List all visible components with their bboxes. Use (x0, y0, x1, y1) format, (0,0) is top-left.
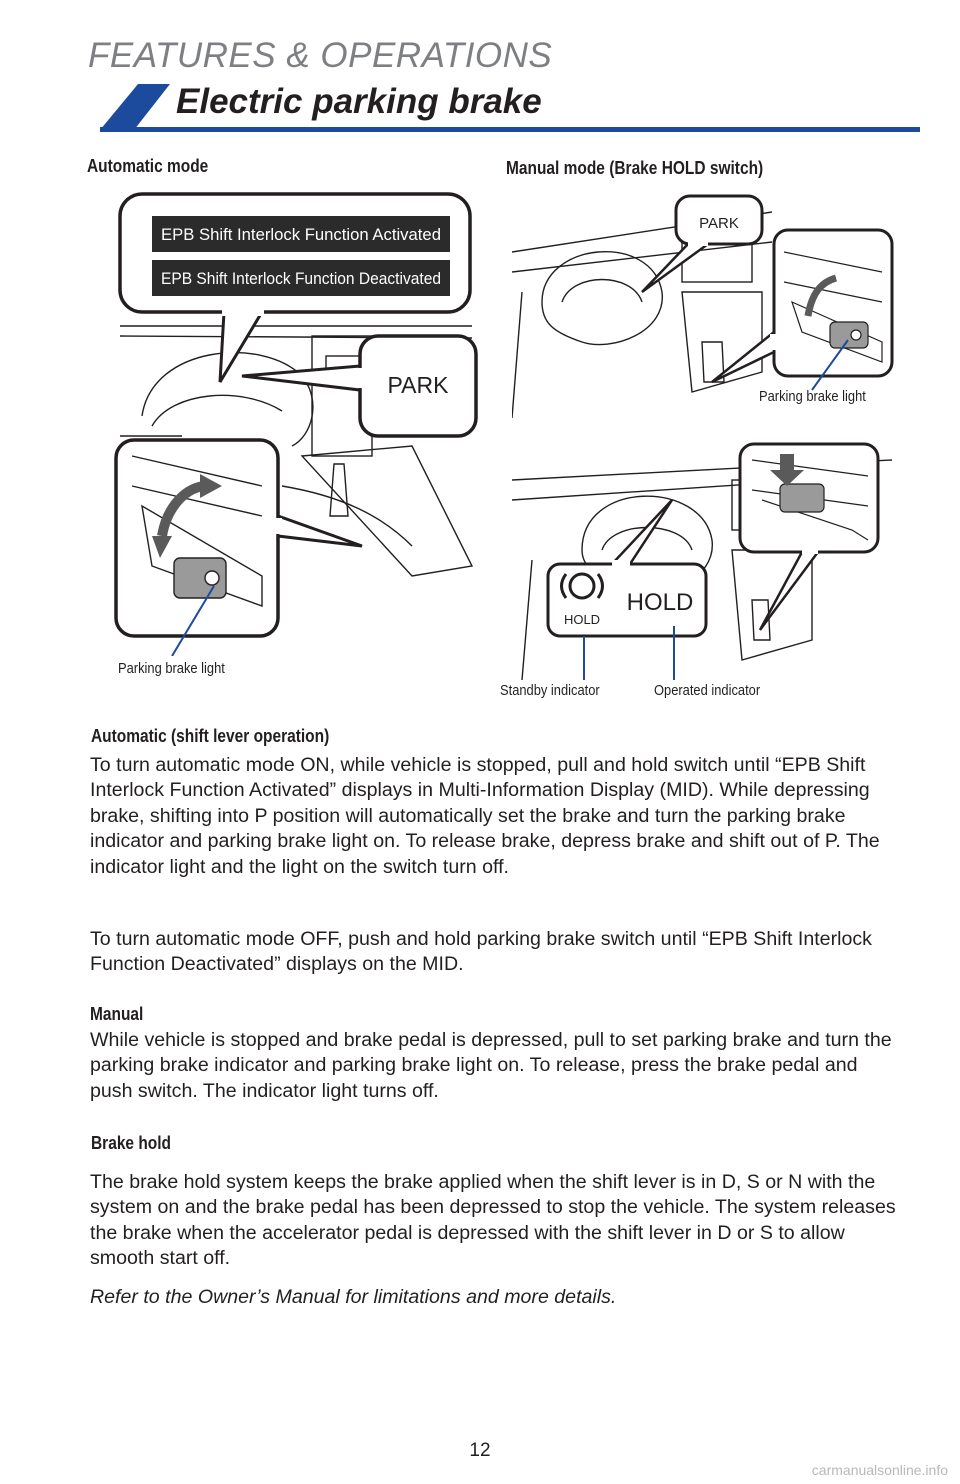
operated-indicator-label: Operated indicator (654, 682, 761, 699)
manual-mode-caption: Manual mode (Brake HOLD switch) (506, 158, 764, 178)
switch-detail-bubble (116, 440, 362, 636)
manual-light-label: Parking brake light (759, 388, 866, 405)
auto-light-label: Parking brake light (118, 660, 225, 677)
steering-wheel (542, 252, 662, 345)
watermark: carmanualsonline.info (811, 1462, 948, 1478)
page-title: Electric parking brake (176, 82, 542, 121)
hold-switch-detail-bubble (740, 444, 878, 630)
deactivated-message-text: EPB Shift Interlock Function Deactivated (161, 269, 441, 288)
hold-indicator-bubble (548, 500, 706, 636)
switch-detail-bubble (712, 230, 892, 382)
automatic-mode-illustration (112, 186, 484, 656)
section-title: FEATURES & OPERATIONS (88, 36, 553, 75)
automatic-mode-caption: Automatic mode (87, 156, 209, 176)
hold-big-text: HOLD (626, 589, 694, 616)
auto-shift-paragraph-2: To turn automatic mode OFF, push and hold parking brake switch until “EPB Shift Interlock Function Deactivated” displays on the MID. (90, 928, 872, 976)
title-accent-shape (100, 84, 170, 130)
brake-hold-heading: Brake hold (91, 1133, 172, 1153)
manual-paragraph: While vehicle is stopped and brake pedal is depressed, pull to set parking brake and turn the parking brake indicator and parking brake light on. To release, press the brake pedal and push switch. The indicator light turns off. (90, 1029, 892, 1102)
standby-indicator-label: Standby indicator (500, 682, 600, 699)
page-number: 12 (469, 1440, 491, 1461)
parking-brake-light-icon (851, 330, 861, 340)
auto-shift-paragraph-1: To turn automatic mode ON, while vehicle is stopped, pull and hold switch until “EPB Shift Interlock Function Activated” displays in Multi-Information Display (MID). While depressing brake, shifting into P position will automatically set the brake and turn the parking brake indicator and parking brake light on. To release brake, depress brake and shift out of P. The indicator light and the light on the switch turn off. (90, 754, 880, 878)
brake-hold-paragraph: The brake hold system keeps the brake applied when the shift lever is in D, S or N with the system on and the brake pedal has been depressed to stop the vehicle. The system releases the brake when the accelerator pedal is depressed with the shift lever in D or S to allow smooth start off. (90, 1171, 896, 1270)
owners-manual-note: Refer to the Owner’s Manual for limitations and more details. (90, 1286, 617, 1308)
manual-heading: Manual (90, 1004, 144, 1024)
park-bubble (242, 336, 476, 436)
park-text: PARK (699, 215, 739, 232)
hold-small-text: HOLD (563, 612, 601, 627)
park-bubble (642, 196, 762, 292)
parking-brake-light-icon (205, 571, 219, 585)
brake-hold-illustration (512, 440, 896, 682)
activated-message-text: EPB Shift Interlock Function Activated (161, 225, 441, 244)
manual-mode-top-illustration (512, 192, 896, 418)
title-underline (100, 127, 920, 132)
auto-shift-heading: Automatic (shift lever operation) (91, 726, 330, 746)
park-text: PARK (387, 372, 449, 398)
